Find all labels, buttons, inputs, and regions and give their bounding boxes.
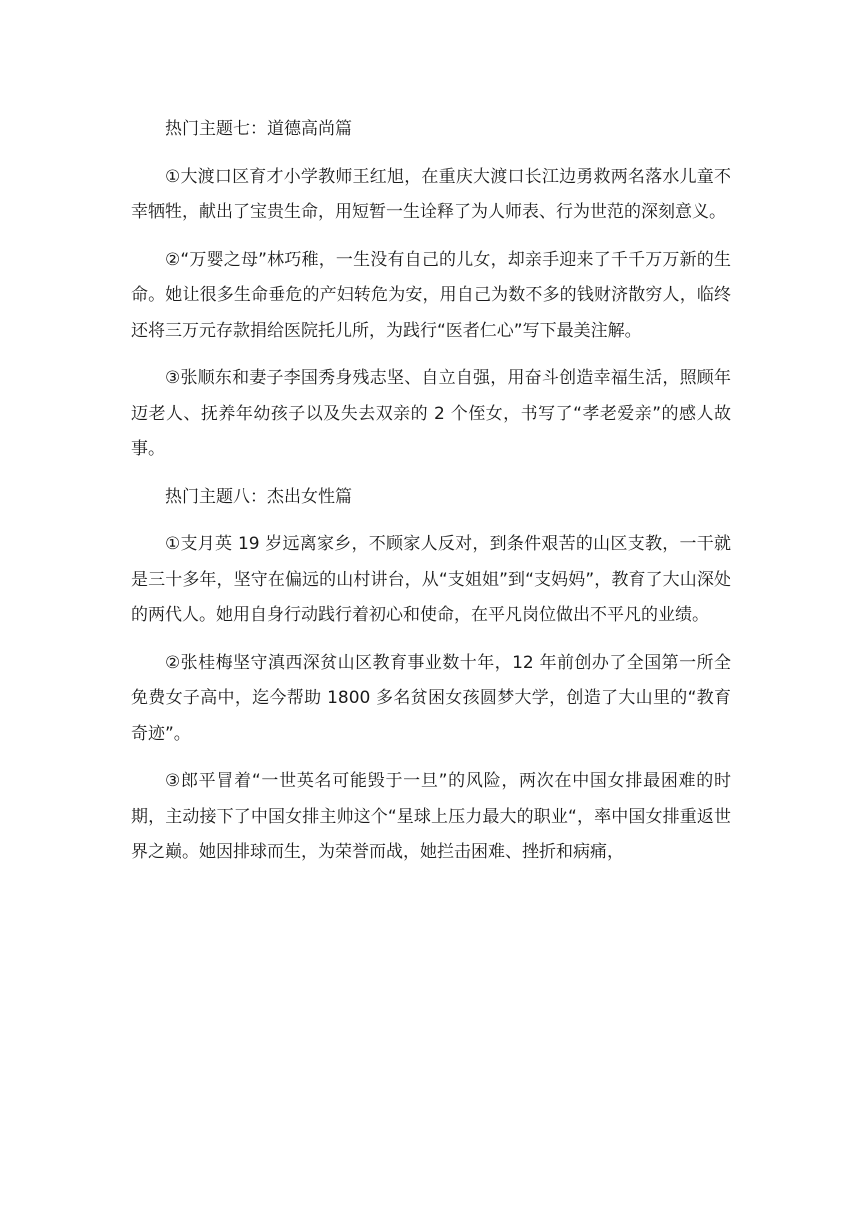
paragraph: ①支月英 19 岁远离家乡，不顾家人反对，到条件艰苦的山区支教，一干就是三十多年，坚守在偏远的山村讲台，从“支姐姐”到“支妈妈”，教育了大山深处的两代人。她用自身行动践行着初心和使命，在平凡岗位做出不平凡的业绩。 [131,534,731,625]
paragraph: ③张顺东和妻子李国秀身残志坚、自立自强，用奋斗创造幸福生活，照顾年迈老人、抚养年幼孩子以及失去双亲的 2 个侄女，书写了“孝老爱亲”的感人故事。 [131,368,731,459]
paragraph: ①大渡口区育才小学教师王红旭，在重庆大渡口长江边勇救两名落水儿童不幸牺牲，献出了宝贵生命，用短暂一生诠释了为人师表、行为世范的深刻意义。 [131,166,731,222]
paragraph: ②张桂梅坚守滇西深贫山区教育事业数十年，12 年前创办了全国第一所全免费女子高中，迄今帮助 1800 多名贫困女孩圆梦大学，创造了大山里的“教育奇迹”。 [131,652,731,744]
section-heading-8: 热门主题八：杰出女性篇 [165,486,352,507]
section-heading-7: 热门主题七：道德高尚篇 [165,119,352,139]
paragraph: ③郎平冒着“一世英名可能毁于一旦”的风险，两次在中国女排最困难的时期，主动接下了中国女排主帅这个“星球上压力最大的职业“，率中国女排重返世界之巅。她因排球而生，为荣誉而战，她拦击困难、挫折和病痛， [131,771,731,862]
paragraph: ②“万婴之母”林巧稚，一生没有自己的儿女，却亲手迎来了千千万万新的生命。她让很多生命垂危的产妇转危为安，用自己为数不多的钱财济散穷人，临终还将三万元存款捐给医院托儿所，为践行“医者仁心”写下最美注解。 [131,249,731,341]
document-body [131,112,731,883]
